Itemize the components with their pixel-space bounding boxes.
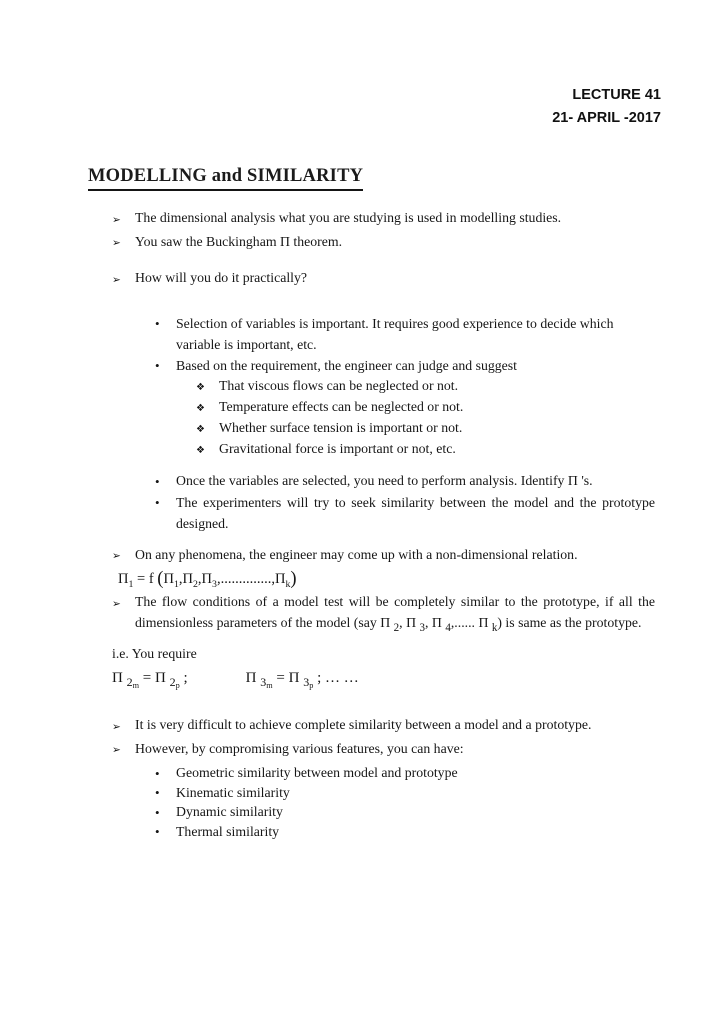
list-item-text: Once the variables are selected, you need to perform analysis. Identify Π 's. (176, 473, 593, 488)
diamond-bullet-icon: ❖ (196, 382, 205, 393)
round-bullet-icon: • (155, 316, 160, 331)
list-item (112, 207, 655, 231)
list-item-text: Kinematic similarity (176, 784, 290, 800)
list-item (112, 544, 655, 568)
round-bullet-icon: • (155, 358, 160, 373)
list-item (155, 783, 655, 803)
list-item (112, 267, 655, 291)
lecture-number: LECTURE 41 (572, 87, 661, 103)
list-item (155, 470, 655, 492)
diamond-bullet-icon: ❖ (196, 403, 205, 414)
list-item-text: On any phenomena, the engineer may come up with a non-dimensional relation. (135, 546, 578, 562)
list-item-text: The dimensional analysis what you are studying is used in modelling studies. (135, 210, 562, 225)
list-item-text: Gravitational force is important or not, etc. (219, 441, 456, 456)
arrow-bullet-icon: ➢ (112, 720, 121, 733)
list-item (155, 492, 655, 534)
list-item (155, 313, 655, 355)
similarity-equations (112, 667, 655, 690)
list-item-text: The experimenters will try to seek similarity between the model and the prototype designed. (176, 494, 655, 531)
list-item-text: Temperature effects can be neglected or not. (219, 399, 464, 414)
list-item (112, 591, 655, 633)
arrow-bullet-icon: ➢ (112, 744, 121, 756)
arrow-bullet-icon: ➢ (112, 237, 121, 249)
round-bullet-icon: • (155, 495, 160, 510)
diamond-bullet-icon: ❖ (196, 445, 205, 456)
list-item-text: The flow conditions of a model test will be completely similar to the prototype, if all the dimensionless parameters of the model (say Π $_2$, Π $_3$, Π $_4$,...... Π $_k$) is same as the prototype. (135, 594, 655, 634)
list-item-text: Based on the requirement, the engineer can judge and suggest (176, 357, 517, 373)
list-item (155, 355, 655, 377)
require-label: i.e. You require (112, 646, 197, 661)
list-item-text: That viscous flows can be neglected or not. (219, 378, 459, 393)
arrow-bullet-icon: ➢ (112, 550, 121, 562)
list-item-text: Selection of variables is important. It requires good experience to decide which variable is important, etc. (176, 315, 614, 352)
page-header (0, 84, 661, 130)
equation-pi3: Π $_{3m}$ = Π $_{3p}$ ; … … (245, 670, 359, 690)
list-item (196, 397, 655, 418)
list-item (155, 763, 655, 783)
list-item-text: Whether surface tension is important or not. (219, 420, 463, 435)
round-bullet-icon: • (155, 804, 160, 820)
pi-relation-formula: $\Pi_1 = f$ $(\Pi_1,\Pi_2,\Pi_3,..............,\Pi_k)$ (118, 568, 297, 590)
list-item-text: Thermal similarity (176, 823, 280, 839)
list-item-text: How will you do it practically? (135, 270, 308, 285)
equation-pi2: Π $_{2m}$ = Π $_{2p}$ ; (112, 670, 188, 690)
list-item-text: Geometric similarity between model and prototype (176, 765, 458, 780)
round-bullet-icon: • (155, 473, 160, 489)
list-item (112, 714, 655, 738)
list-item-text: You saw the Buckingham Π theorem. (135, 233, 343, 249)
list-item-text: However, by compromising various features, you can have: (135, 740, 464, 756)
list-item (112, 738, 655, 762)
lecture-date: 21- APRIL -2017 (552, 110, 661, 126)
list-item (112, 231, 655, 255)
list-item (155, 802, 655, 822)
list-item (155, 822, 655, 842)
arrow-bullet-icon: ➢ (112, 597, 121, 610)
arrow-bullet-icon: ➢ (112, 213, 121, 226)
title-wrap (88, 166, 724, 191)
document-body (88, 207, 655, 841)
round-bullet-icon: • (155, 765, 160, 781)
round-bullet-icon: • (155, 785, 160, 800)
round-bullet-icon: • (155, 824, 160, 839)
list-item (196, 376, 655, 397)
list-item (196, 418, 655, 439)
list-item (196, 439, 655, 460)
arrow-bullet-icon: ➢ (112, 273, 121, 286)
list-item-text: Dynamic similarity (176, 804, 283, 819)
diamond-bullet-icon: ❖ (196, 424, 205, 435)
page-title: MODELLING and SIMILARITY (88, 166, 363, 191)
list-item-text: It is very difficult to achieve complete similarity between a model and a prototype. (135, 717, 592, 732)
